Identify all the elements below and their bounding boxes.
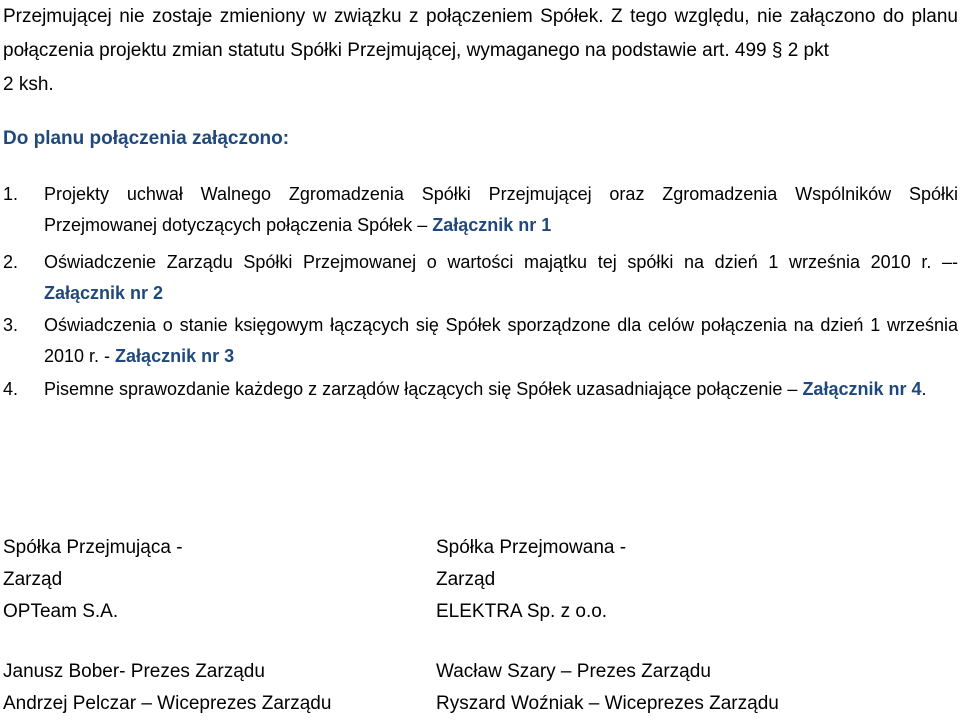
attachment-label: Załącznik nr 4 bbox=[802, 379, 922, 399]
item-number: 1. bbox=[3, 184, 19, 204]
item-text bbox=[44, 374, 958, 405]
item-text bbox=[44, 247, 958, 309]
intro-paragraph bbox=[3, 0, 958, 102]
company-label: Spółka Przejmowana - bbox=[436, 537, 627, 558]
signature-block-right bbox=[436, 532, 779, 720]
item-description: Pisemne sprawozdanie każdego z zarządów łączących się Spółek uzasadniające połączenie – bbox=[44, 379, 803, 399]
item-description: Projekty uchwał Walnego Zgromadzenia Spółki Przejmującej oraz Zgromadzenia Wspólników Spółki Przejmowanej dotyczących połączenia Spółek – bbox=[44, 184, 958, 235]
item-text bbox=[44, 310, 958, 372]
attachments-heading: Do planu połączenia załączono: bbox=[3, 128, 290, 149]
intro-line: Przejmującej nie zostaje zmieniony w związku z połączeniem Spółek. Z tego względu, nie załączono do planu połączenia projektu zmian statutu Spółki Przejmującej, wymaganego na podstawie art. 499 § 2 pkt bbox=[3, 6, 958, 61]
attachment-item-2 bbox=[3, 247, 958, 309]
signature-block-left bbox=[3, 532, 331, 720]
company-name: ELEKTRA Sp. z o.o. bbox=[436, 601, 608, 622]
signatory-1: Janusz Bober- Prezes Zarządu bbox=[3, 661, 265, 682]
attachment-label: Załącznik nr 1 bbox=[432, 215, 552, 235]
item-text bbox=[44, 179, 958, 241]
item-number: 4. bbox=[3, 379, 19, 399]
board-label: Zarząd bbox=[3, 569, 63, 590]
board-label: Zarząd bbox=[436, 569, 496, 590]
company-label: Spółka Przejmująca - bbox=[3, 537, 183, 558]
item-number: 2. bbox=[3, 252, 19, 272]
item-tail: . bbox=[921, 379, 927, 399]
signatory-2: Ryszard Woźniak – Wiceprezes Zarządu bbox=[436, 693, 779, 714]
attachment-item-1 bbox=[3, 179, 958, 241]
company-name: OPTeam S.A. bbox=[3, 601, 119, 622]
attachment-label: Załącznik nr 3 bbox=[115, 346, 235, 366]
spacer bbox=[436, 628, 779, 656]
intro-line-end: 2 ksh. bbox=[3, 74, 54, 95]
attachment-item-4 bbox=[3, 374, 958, 405]
signatory-1: Wacław Szary – Prezes Zarządu bbox=[436, 661, 711, 682]
attachment-label: Załącznik nr 2 bbox=[44, 283, 164, 303]
spacer bbox=[3, 628, 331, 656]
item-number: 3. bbox=[3, 315, 19, 335]
signatory-2: Andrzej Pelczar – Wiceprezes Zarządu bbox=[3, 693, 332, 714]
item-description: Oświadczenia o stanie księgowym łączących się Spółek sporządzone dla celów połączenia na dzień 1 września 2010 r. - bbox=[44, 315, 958, 366]
item-description: Oświadczenie Zarządu Spółki Przejmowanej o wartości majątku tej spółki na dzień 1 września 2010 r. –- bbox=[44, 252, 958, 272]
attachment-item-3 bbox=[3, 310, 958, 372]
